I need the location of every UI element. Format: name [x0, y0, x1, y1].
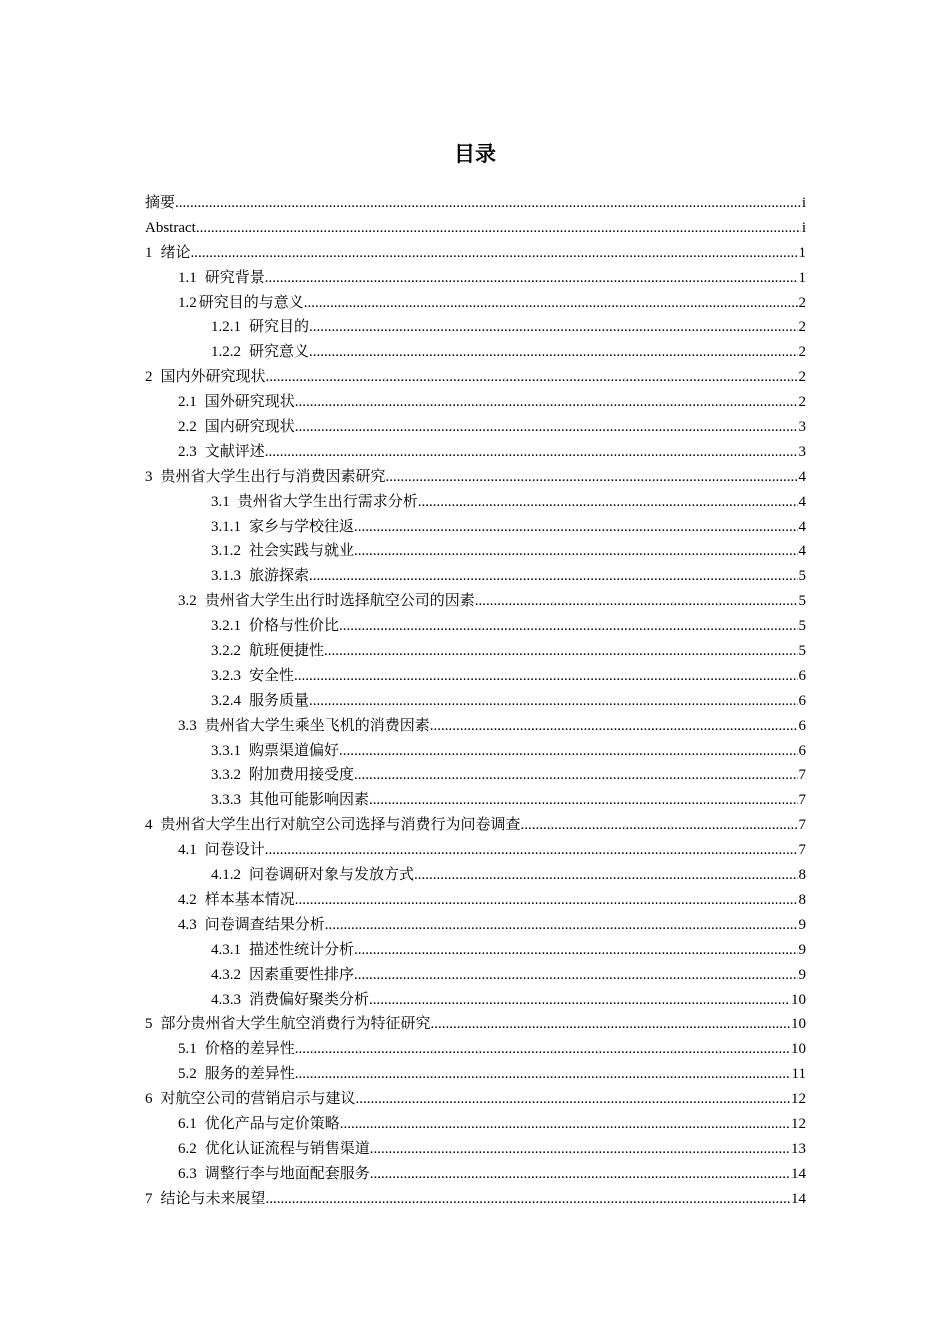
toc-dot-leader	[324, 639, 797, 664]
toc-dot-leader	[196, 216, 801, 241]
toc-dot-leader	[191, 241, 798, 266]
toc-entry-number: 3	[145, 468, 153, 485]
toc-page-number: 5	[798, 568, 806, 585]
toc-entry-label: 国内研究现状	[204, 419, 295, 436]
toc-dot-leader	[265, 266, 798, 291]
toc-entry[interactable]	[145, 763, 806, 788]
toc-entry[interactable]	[145, 913, 806, 938]
toc-entry-label: 国外研究现状	[204, 394, 295, 411]
toc-page-number: 6	[798, 667, 806, 684]
toc-page-number: 6	[798, 692, 806, 709]
toc-dot-leader	[354, 763, 797, 788]
toc-dot-leader	[175, 191, 801, 216]
toc-dot-leader	[294, 664, 797, 689]
toc-dot-leader	[354, 938, 797, 963]
toc-entry-number: 5.1	[178, 1041, 197, 1058]
toc-entry-label: 优化认证流程与销售渠道	[204, 1140, 370, 1157]
toc-entry[interactable]	[145, 1087, 806, 1112]
toc-entry-number: 3.1	[211, 493, 230, 510]
toc-dot-leader	[431, 1012, 790, 1037]
toc-entry-number: 3.1.1	[211, 518, 241, 535]
toc-entry[interactable]	[145, 1112, 806, 1137]
toc-dot-leader	[325, 913, 798, 938]
toc-dot-leader	[430, 714, 798, 739]
toc-dot-leader	[339, 739, 797, 764]
toc-entry[interactable]	[145, 938, 806, 963]
toc-page-number: 8	[798, 891, 806, 908]
toc-entry-number: 3.2.1	[211, 618, 241, 635]
toc-page-number: 6	[798, 742, 806, 759]
toc-dot-leader	[370, 1162, 790, 1187]
toc-dot-leader	[354, 515, 797, 540]
toc-entry-label: 贵州省大学生乘坐飞机的消费因素	[204, 717, 430, 734]
toc-entry-label: 研究意义	[249, 344, 310, 361]
toc-entry-number: 3.3.2	[211, 767, 241, 784]
toc-page-number: 7	[798, 767, 806, 784]
toc-entry[interactable]	[145, 490, 806, 515]
toc-entry-label: 消费偏好聚类分析	[249, 991, 370, 1008]
toc-dot-leader	[356, 1087, 790, 1112]
toc-entry[interactable]	[145, 689, 806, 714]
toc-entry-number: 4.3	[178, 916, 197, 933]
toc-entry-label: 优化产品与定价策略	[204, 1115, 340, 1132]
toc-entry-label: 问卷调查结果分析	[204, 916, 325, 933]
toc-entry[interactable]	[145, 515, 806, 540]
toc-entry[interactable]	[145, 614, 806, 639]
toc-entry[interactable]	[145, 365, 806, 390]
toc-entry-label: 描述性统计分析	[249, 941, 355, 958]
toc-page-number: 2	[798, 319, 806, 336]
toc-entry[interactable]	[145, 1162, 806, 1187]
toc-entry-number: 6.2	[178, 1140, 197, 1157]
toc-page-number: 7	[798, 792, 806, 809]
toc-page-number: 7	[798, 817, 806, 834]
toc-page-number: 9	[798, 941, 806, 958]
toc-page-number: 12	[791, 1115, 806, 1132]
toc-entry-number: 4.2	[178, 891, 197, 908]
toc-entry-number: 3.3.3	[211, 792, 241, 809]
toc-entry-number: 4.3.2	[211, 966, 241, 983]
toc-entry-label: 对航空公司的营销启示与建议	[160, 1091, 356, 1108]
toc-page-number: 2	[798, 369, 806, 386]
toc-dot-leader	[295, 888, 798, 913]
toc-entry-label: 文献评述	[204, 443, 265, 460]
toc-dot-leader	[354, 963, 797, 988]
toc-page-number: 2	[798, 394, 806, 411]
toc-page-number: 2	[798, 294, 806, 311]
toc-dot-leader	[295, 415, 798, 440]
toc-page-number: 10	[791, 1016, 806, 1033]
toc-entry-label: 调整行李与地面配套服务	[204, 1165, 370, 1182]
toc-entry-number: 4.1	[178, 842, 197, 859]
toc-entry[interactable]	[145, 1012, 806, 1037]
toc-entry-label: 价格与性价比	[249, 618, 340, 635]
toc-dot-leader	[521, 813, 798, 838]
toc-page-number: 1	[798, 269, 806, 286]
toc-dot-leader	[304, 291, 798, 316]
toc-page-number: 9	[798, 916, 806, 933]
toc-entry-number: 6.3	[178, 1165, 197, 1182]
toc-page-number: 1	[798, 244, 806, 261]
toc-entry-number: 3.3.1	[211, 742, 241, 759]
toc-entry-number: 5.2	[178, 1066, 197, 1083]
toc-entry-label: 安全性	[249, 667, 295, 684]
toc-entry-label: 问卷设计	[204, 842, 265, 859]
toc-entry[interactable]	[145, 1187, 806, 1212]
toc-page-number: 3	[798, 443, 806, 460]
toc-page-number: 4	[798, 543, 806, 560]
toc-entry-number: 1	[145, 244, 153, 261]
toc-entry[interactable]	[145, 788, 806, 813]
toc-dot-leader	[295, 1062, 791, 1087]
toc-entry[interactable]	[145, 539, 806, 564]
toc-dot-leader	[369, 988, 790, 1013]
toc-entry-label: 结论与未来展望	[160, 1190, 266, 1207]
toc-title: 目录	[454, 142, 496, 166]
toc-page-number: 11	[791, 1066, 806, 1083]
toc-entry-number: 4.3.3	[211, 991, 241, 1008]
toc-dot-leader	[309, 340, 797, 365]
toc-entry[interactable]	[145, 315, 806, 340]
toc-page-number: 6	[798, 717, 806, 734]
toc-entry-label: 样本基本情况	[204, 891, 295, 908]
toc-entry[interactable]	[145, 714, 806, 739]
toc-dot-leader	[354, 539, 797, 564]
toc-entry-number: 3.2.4	[211, 692, 241, 709]
toc-page-number: 2	[798, 344, 806, 361]
toc-page-number: 4	[798, 518, 806, 535]
toc-dot-leader	[309, 689, 797, 714]
toc-entry-label: 问卷调研对象与发放方式	[249, 867, 415, 884]
toc-entry-number: 7	[145, 1190, 153, 1207]
toc-page-number: 13	[791, 1140, 806, 1157]
toc-entry[interactable]	[145, 465, 806, 490]
toc-page-number: 10	[791, 991, 806, 1008]
toc-dot-leader	[340, 1112, 790, 1137]
toc-entry-number: 2	[145, 369, 153, 386]
toc-entry[interactable]	[145, 241, 806, 266]
toc-dot-leader	[386, 465, 798, 490]
toc-entry-label: 旅游探索	[249, 568, 310, 585]
toc-entry[interactable]	[145, 564, 806, 589]
toc-entry-label: Abstract	[145, 219, 196, 236]
toc-dot-leader	[266, 365, 798, 390]
toc-entry[interactable]	[145, 888, 806, 913]
toc-entry-label: 购票渠道偏好	[249, 742, 340, 759]
toc-page-number: 5	[798, 618, 806, 635]
toc-entry[interactable]	[145, 191, 806, 216]
toc-page-number: 14	[791, 1190, 806, 1207]
toc-dot-leader	[414, 863, 797, 888]
toc-entry-label: 服务的差异性	[204, 1066, 295, 1083]
toc-entry[interactable]	[145, 639, 806, 664]
toc-entry-number: 3.1.3	[211, 568, 241, 585]
toc-entry[interactable]	[145, 340, 806, 365]
toc-entry-number: 1.2	[178, 294, 197, 311]
toc-dot-leader	[475, 589, 798, 614]
toc-page-number: 10	[791, 1041, 806, 1058]
toc-dot-leader	[265, 838, 798, 863]
toc-page-number: 5	[798, 593, 806, 610]
toc-entry-number: 3.2.3	[211, 667, 241, 684]
toc-dot-leader	[369, 788, 797, 813]
toc-dot-leader	[370, 1137, 790, 1162]
toc-page-number: 9	[798, 966, 806, 983]
toc-page-number: i	[801, 195, 806, 211]
toc-entry[interactable]	[145, 813, 806, 838]
toc-entry-number: 6.1	[178, 1115, 197, 1132]
toc-entry-label: 其他可能影响因素	[249, 792, 370, 809]
toc-entry-label: 服务质量	[249, 692, 310, 709]
toc-entry-label: 绪论	[160, 244, 191, 261]
toc-entry-label: 摘要	[145, 195, 176, 211]
toc-entry-number: 2.2	[178, 419, 197, 436]
toc-page-number: 4	[798, 468, 806, 485]
toc-entry[interactable]	[145, 216, 806, 241]
toc-page-number: i	[801, 219, 806, 236]
toc-entry-label: 航班便捷性	[249, 643, 325, 660]
toc-entry-label: 附加费用接受度	[249, 767, 355, 784]
toc-entry[interactable]	[145, 838, 806, 863]
toc-entry[interactable]	[145, 1037, 806, 1062]
toc-entry-number: 4	[145, 817, 153, 834]
toc-entry[interactable]	[145, 589, 806, 614]
toc-entry[interactable]	[145, 739, 806, 764]
toc-entry-label: 研究背景	[204, 269, 265, 286]
toc-dot-leader	[339, 614, 797, 639]
toc-dot-leader	[266, 1187, 790, 1212]
toc-entry-label: 因素重要性排序	[249, 966, 355, 983]
toc-dot-leader	[309, 315, 797, 340]
toc-dot-leader	[309, 564, 797, 589]
toc-entry[interactable]	[145, 440, 806, 465]
toc-page-number: 3	[798, 419, 806, 436]
toc-page-number: 5	[798, 643, 806, 660]
toc-entry-label: 研究目的	[249, 319, 310, 336]
toc-entry[interactable]	[145, 1137, 806, 1162]
toc-entry-number: 4.3.1	[211, 941, 241, 958]
toc-dot-leader	[265, 440, 798, 465]
toc-entry-label: 社会实践与就业	[249, 543, 355, 560]
table-of-contents	[145, 191, 806, 1212]
toc-entry[interactable]	[145, 266, 806, 291]
toc-dot-leader	[418, 490, 798, 515]
toc-entry[interactable]	[145, 863, 806, 888]
toc-entry[interactable]	[145, 390, 806, 415]
toc-entry-number: 3.2	[178, 593, 197, 610]
toc-entry[interactable]	[145, 963, 806, 988]
toc-page-number: 8	[798, 867, 806, 884]
toc-entry-number: 5	[145, 1016, 153, 1033]
toc-entry-label: 贵州省大学生出行对航空公司选择与消费行为问卷调查	[160, 817, 521, 834]
toc-page-number: 14	[791, 1165, 806, 1182]
toc-entry[interactable]	[145, 1062, 806, 1087]
toc-dot-leader	[295, 390, 798, 415]
toc-entry-number: 1.2.2	[211, 344, 241, 361]
toc-entry-number: 3.1.2	[211, 543, 241, 560]
toc-entry-number: 3.2.2	[211, 643, 241, 660]
toc-entry[interactable]	[145, 415, 806, 440]
toc-entry[interactable]	[145, 291, 806, 316]
toc-entry-label: 家乡与学校往返	[249, 518, 355, 535]
toc-entry-label: 贵州省大学生出行时选择航空公司的因素	[204, 593, 475, 610]
toc-entry-number: 3.3	[178, 717, 197, 734]
toc-entry-label: 国内外研究现状	[160, 369, 266, 386]
toc-page-number: 7	[798, 842, 806, 859]
toc-entry-number: 1.1	[178, 269, 197, 286]
toc-page-number: 4	[798, 493, 806, 510]
toc-entry-label: 贵州省大学生出行需求分析	[237, 493, 418, 510]
toc-page-number: 12	[791, 1091, 806, 1108]
toc-entry-label: 部分贵州省大学生航空消费行为特征研究	[160, 1016, 431, 1033]
toc-entry-label: 价格的差异性	[204, 1041, 295, 1058]
toc-entry-number: 1.2.1	[211, 319, 241, 336]
toc-dot-leader	[295, 1037, 790, 1062]
toc-entry-number: 2.1	[178, 394, 197, 411]
toc-entry-label: 贵州省大学生出行与消费因素研究	[160, 468, 386, 485]
toc-entry[interactable]	[145, 988, 806, 1013]
toc-entry-label: 研究目的与意义	[198, 294, 304, 311]
toc-entry-number: 4.1.2	[211, 867, 241, 884]
toc-entry[interactable]	[145, 664, 806, 689]
toc-entry-number: 6	[145, 1091, 153, 1108]
toc-entry-number: 2.3	[178, 443, 197, 460]
